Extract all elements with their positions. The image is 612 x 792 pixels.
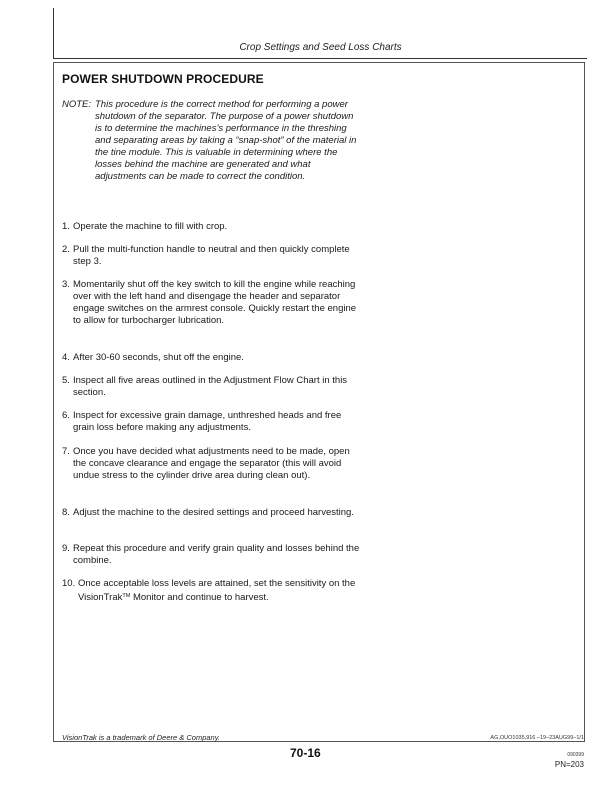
- step-text-start: Once acceptable loss levels are attained, set the sensitivity on the VisionTrak: [78, 578, 356, 603]
- running-header: Crop Settings and Seed Loss Charts: [239, 42, 402, 53]
- step-text: Operate the machine to fill with crop.: [73, 221, 228, 232]
- pn-label: PN=203: [554, 760, 584, 769]
- note-block: [62, 99, 362, 183]
- step-item: [62, 352, 362, 364]
- step-text: Momentarily shut off the key switch to kill the engine while reaching over with the left hand and disengage the header and separator engage switches on the armrest console. Quickly restart the engine to allow for turbocharger lubrication.: [73, 279, 357, 326]
- step-number: 5.: [62, 375, 70, 386]
- step-number: 7.: [62, 446, 70, 457]
- step-text: Inspect all five areas outlined in the Adjustment Flow Chart in this section.: [73, 375, 348, 398]
- note-label: NOTE:: [62, 99, 92, 110]
- step-item: [62, 244, 362, 268]
- header-rule: [53, 58, 587, 59]
- step-text: Inspect for excessive grain damage, unthreshed heads and free grain loss before making any adjustments.: [73, 410, 342, 433]
- step-text-end: Monitor and continue to harvest.: [130, 592, 269, 603]
- step-item: [62, 543, 362, 567]
- step-text: Adjust the machine to the desired settings and proceed harvesting.: [73, 507, 354, 518]
- step-item: [62, 446, 362, 482]
- step-item: [62, 578, 362, 604]
- step-number: 4.: [62, 352, 70, 363]
- step-text: Once you have decided what adjustments need to be made, open the concave clearance and engage the separator (this will avoid undue stress to the cylinder drive area during clean out).: [73, 446, 350, 481]
- step-item: [62, 375, 362, 399]
- step-item: [62, 410, 362, 434]
- step-item: [62, 221, 362, 233]
- section-title: POWER SHUTDOWN PROCEDURE: [62, 72, 264, 86]
- page-number: 70-16: [290, 746, 321, 760]
- step-text: Repeat this procedure and verify grain quality and losses behind the combine.: [73, 543, 360, 566]
- step-text: After 30-60 seconds, shut off the engine.: [73, 352, 244, 363]
- step-number: 8.: [62, 507, 70, 518]
- reference-code: AG,OUO1035,916 –19–23AUG99–1/1: [490, 735, 584, 741]
- trademark-symbol: TM: [122, 593, 131, 599]
- note-text: This procedure is the correct method for performing a power shutdown of the separator. The purpose of a power shutdown is to determine the machines’s performance in the threshing and separating areas by taking a “snap-shot” of the material in the tine module. This is valuable in determining where the losses behind the machine are generated and what adjustments can be made to correct the condition.: [95, 99, 357, 182]
- step-number: 1.: [62, 221, 70, 232]
- step-text: Pull the multi-function handle to neutral and then quickly complete step 3.: [73, 244, 350, 267]
- step-number: 3.: [62, 279, 70, 290]
- step-number: 2.: [62, 244, 70, 255]
- step-number: 10.: [62, 578, 76, 589]
- trademark-footnote: VisionTrak is a trademark of Deere & Company.: [62, 733, 220, 742]
- step-number: 9.: [62, 543, 70, 554]
- step-item: [62, 507, 362, 519]
- step-number: 6.: [62, 410, 70, 421]
- step-item: [62, 279, 362, 327]
- step-text: [62, 578, 362, 604]
- date-code: 090399: [567, 752, 584, 758]
